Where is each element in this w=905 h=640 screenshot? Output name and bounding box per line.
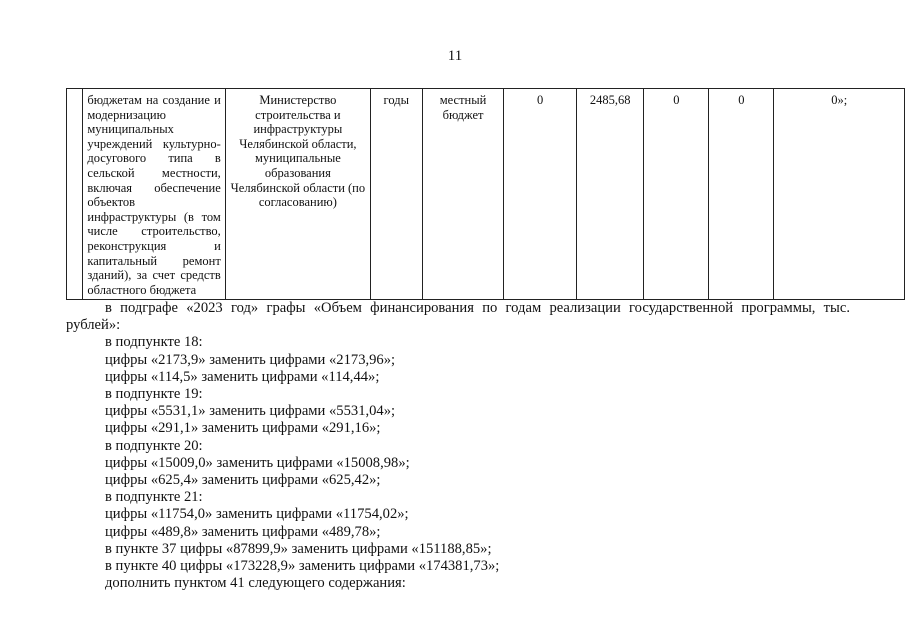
intro-paragraph: в подграфе «2023 год» графы «Объем финансирования по годам реализации государственной программы, тыс. рублей»: [66, 300, 850, 334]
text-line: в подпункте 21: [105, 489, 203, 506]
amendment-text [66, 300, 850, 592]
text-line: в подпункте 20: [105, 437, 203, 454]
text-line: цифры «15009,0» заменить цифрами «15008,98»; [105, 454, 410, 471]
text-line: цифры «5531,1» заменить цифрами «5531,04»; [105, 403, 396, 420]
table-cell-value-2: 2485,68 [576, 89, 644, 300]
table-cell-value-4: 0 [709, 89, 774, 300]
table-cell-years: годы [370, 89, 422, 300]
page-number: 11 [447, 48, 463, 64]
table-cell-value-5: 0»; [774, 89, 905, 300]
table-cell-description: бюджетам на создание и модернизацию муниципальных учреждений культурно-досугового типа в сельской местности, включая обеспечение объектов инфраструктуры (в том числе строительство, реконструкция и капитальный ремонт зданий), за счет средств областного бюджета [83, 89, 225, 300]
text-line: в подпункте 19: [105, 386, 203, 403]
text-line: в пункте 37 цифры «87899,9» заменить цифрами «151188,85»; [105, 540, 492, 557]
table-cell-source: местный бюджет [422, 89, 504, 300]
text-line: в подпункте 18: [105, 334, 203, 351]
text-line: цифры «114,5» заменить цифрами «114,44»; [105, 368, 380, 385]
text-line: цифры «489,8» заменить цифрами «489,78»; [105, 523, 381, 540]
text-line: цифры «291,1» заменить цифрами «291,16»; [105, 420, 381, 437]
text-line: цифры «2173,9» заменить цифрами «2173,96»; [105, 351, 396, 368]
table-cell-executor: Министерство строительства и инфраструктуры Челябинской области, муниципальные образования Челябинской области (по согласованию) [225, 89, 370, 300]
text-line: цифры «11754,0» заменить цифрами «11754,02»; [105, 506, 409, 523]
table-cell-indent [67, 89, 83, 300]
budget-table [66, 88, 905, 300]
text-line: в пункте 40 цифры «173228,9» заменить цифрами «174381,73»; [105, 558, 500, 575]
table-cell-value-1: 0 [504, 89, 576, 300]
table-cell-value-3: 0 [644, 89, 709, 300]
table-row [67, 89, 905, 300]
text-line: дополнить пунктом 41 следующего содержания: [105, 575, 406, 592]
text-line: цифры «625,4» заменить цифрами «625,42»; [105, 472, 381, 489]
